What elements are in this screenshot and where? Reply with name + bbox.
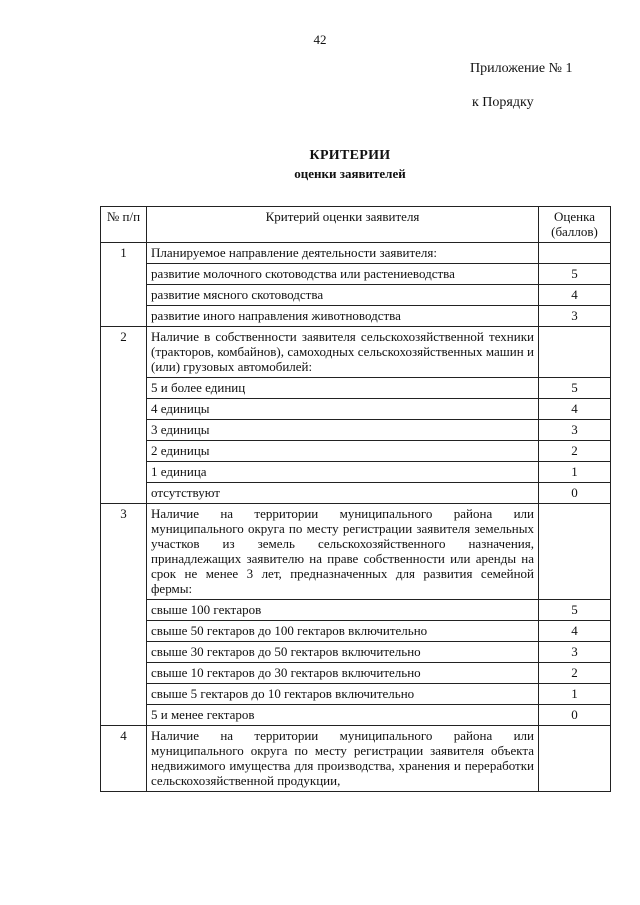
section-number: 1 [101,243,147,327]
option-label: 2 единицы [147,441,539,462]
option-score: 0 [539,483,611,504]
section-criterion: Наличие на территории муниципального района или муниципального округа по месту регистрации заявителя объекта недвижимого имущества для производства, хранения и переработки сельскохозяйственной продукции, [147,726,539,792]
option-score: 0 [539,705,611,726]
section-row [101,327,611,378]
option-label: свыше 10 гектаров до 30 гектаров включительно [147,663,539,684]
document-title: КРИТЕРИИ [309,148,391,163]
header-number: № п/п [101,207,147,243]
option-score: 3 [539,642,611,663]
section-criterion: Наличие в собственности заявителя сельскохозяйственной техники (тракторов, комбайнов), самоходных сельскохозяйственных машин и (или) грузовых автомобилей: [147,327,539,378]
option-row [101,600,611,621]
option-label: свыше 100 гектаров [147,600,539,621]
option-row [101,420,611,441]
section-criterion: Планируемое направление деятельности заявителя: [147,243,539,264]
criteria-body [101,243,611,792]
section-number: 2 [101,327,147,504]
section-score-empty [539,327,611,378]
option-row [101,264,611,285]
option-score: 5 [539,264,611,285]
option-score: 2 [539,663,611,684]
option-label: развитие иного направления животноводства [147,306,539,327]
option-score: 5 [539,378,611,399]
table-header-row [101,207,611,243]
option-score: 3 [539,420,611,441]
section-row [101,243,611,264]
appendix-label: Приложение № 1 [470,61,573,76]
option-label: свыше 30 гектаров до 50 гектаров включительно [147,642,539,663]
option-label: 1 единица [147,462,539,483]
option-label: развитие мясного скотоводства [147,285,539,306]
option-score: 1 [539,462,611,483]
option-score: 4 [539,399,611,420]
option-label: 5 и более единиц [147,378,539,399]
option-row [101,663,611,684]
section-row [101,504,611,600]
option-label: 5 и менее гектаров [147,705,539,726]
option-score: 3 [539,306,611,327]
option-row [101,285,611,306]
option-score: 1 [539,684,611,705]
option-row [101,306,611,327]
header-criterion: Критерий оценки заявителя [147,207,539,243]
section-number: 3 [101,504,147,726]
option-score: 4 [539,285,611,306]
option-score: 2 [539,441,611,462]
option-row [101,399,611,420]
option-row [101,441,611,462]
section-number: 4 [101,726,147,792]
section-row [101,726,611,792]
option-row [101,462,611,483]
option-label: отсутствуют [147,483,539,504]
option-row [101,642,611,663]
criteria-table [100,206,611,792]
option-row [101,621,611,642]
option-row [101,705,611,726]
section-score-empty [539,504,611,600]
document-subtitle: оценки заявителей [294,166,406,181]
section-score-empty [539,726,611,792]
option-label: развитие молочного скотоводства или растениеводства [147,264,539,285]
option-score: 5 [539,600,611,621]
option-row [101,483,611,504]
option-label: свыше 50 гектаров до 100 гектаров включительно [147,621,539,642]
option-row [101,378,611,399]
section-score-empty [539,243,611,264]
option-row [101,684,611,705]
option-label: 4 единицы [147,399,539,420]
option-label: свыше 5 гектаров до 10 гектаров включительно [147,684,539,705]
to-order-label: к Порядку [472,95,534,110]
option-label: 3 единицы [147,420,539,441]
page-number: 42 [313,32,327,47]
section-criterion: Наличие на территории муниципального района или муниципального округа по месту регистрации заявителя земельных участков из земель сельскохозяйственного назначения, принадлежащих заявителю на праве собственности или аренды на срок не менее 3 лет, предназначенных для развития семейной фермы: [147,504,539,600]
header-score: Оценка (баллов) [539,207,611,243]
option-score: 4 [539,621,611,642]
